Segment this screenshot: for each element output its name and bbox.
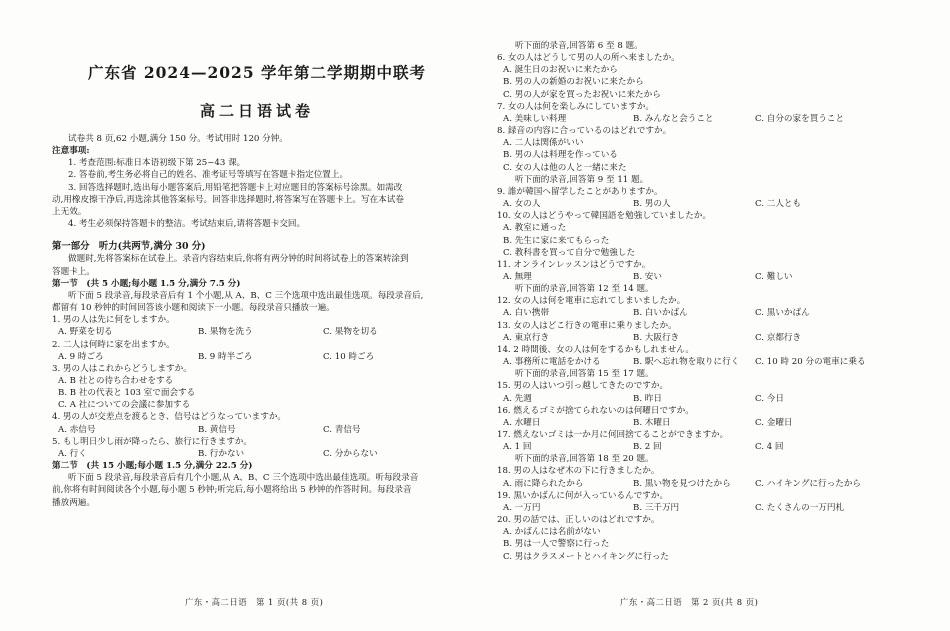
question-16: 16. 燃えるゴミが捨てられないのは何曜日ですか。 — [497, 405, 694, 416]
option-c: C. 果物を切る — [323, 327, 378, 338]
option-b: B. みんなと会うこと — [633, 113, 714, 124]
option-a: A. 野菜を切る — [58, 327, 113, 338]
exam-subtitle: 高二日语试卷 — [199, 102, 314, 120]
note-item: 动,用橡皮擦干净后,再选涂其他答案标号。回答非选择题时,将答案写在答题卡上。写在本试卷 — [52, 194, 404, 205]
option-b: B. 果物を洗う — [198, 327, 253, 338]
option-c: C. 二人とも — [755, 199, 802, 210]
note-item: 上无效。 — [52, 206, 87, 217]
question-4: 4. 男の人が交差点を渡るとき、信号はどうなっていますか。 — [52, 412, 287, 423]
option-c: C. 4 回 — [755, 442, 784, 453]
instruction: 听下面的录音,回答第 12 至 14 题。 — [515, 284, 654, 295]
option-a: A. 無理 — [503, 271, 532, 282]
question-18: 18. 男の人はなぜ木の下に行きましたか。 — [497, 466, 660, 477]
option-b: B. 安い — [633, 271, 662, 282]
question-1-options — [52, 326, 462, 338]
option-c: C. たくさんの一万円札 — [755, 502, 845, 513]
option-a: A. 一万円 — [503, 502, 541, 513]
option-c: C. 10 時 20 分の電車に乗る — [755, 357, 866, 368]
question-12: 12. 女の人は何を電車に忘れてしまいましたか。 — [497, 296, 686, 307]
option-b: B. 駅へ忘れ物を取りに行く — [633, 357, 740, 368]
part1-desc: 答题卡上。 — [52, 266, 95, 277]
option-c: C. 10 時ごろ — [323, 351, 375, 362]
option-c: C. 青信号 — [323, 424, 361, 435]
question-13: 13. 女の人はどこ行きの電車に乗りましたか。 — [497, 320, 677, 331]
option-a: A. 水曜日 — [503, 417, 541, 428]
question-17: 17. 燃えないゴミは一か月に何回捨てることができますか。 — [497, 430, 729, 440]
option-b: B. 昨日 — [633, 393, 662, 404]
option-b: B. 男の人の新婚のお祝いに来たから — [503, 77, 644, 88]
notes-title: 注意事项: — [52, 146, 90, 157]
exam-title: 广东省 2024—2025 学年第二学期期中联考 — [87, 63, 427, 82]
option-c: C. 男はクラスメートとハイキングに行った — [503, 551, 669, 562]
note-item: 2. 答卷前,考生务必将自己的姓名、准考证号等填写在答题卡指定位置上。 — [68, 170, 349, 181]
option-a: A. 9 時ごろ — [58, 351, 104, 362]
question-5: 5. もし明日少し雨が降ったら、旅行に行きますか。 — [52, 436, 252, 447]
question-10: 10. 女の人はどうやって韓国語を勉強していましたか。 — [497, 211, 712, 222]
section2-heading: 第二节 (共 15 小题;每小题 1.5 分,满分 22.5 分) — [52, 461, 253, 472]
section1-desc: 都留有 10 秒钟的时间回答该小题和阅读下一小题。每段录音只播放一遍。 — [52, 303, 335, 314]
option-c: C. 難しい — [755, 271, 793, 282]
option-a: A. 雨に降られたから — [503, 478, 584, 489]
question-9: 9. 誰が韓国へ留学したことがありますか。 — [497, 186, 663, 197]
note-item: 3. 回答选择题时,选出每小题答案后,用铅笔把答题卡上对应题目的答案标号涂黑。如需改 — [68, 182, 403, 193]
question-15-options — [497, 393, 917, 405]
instruction: 听下面的录音,回答第 6 至 8 题。 — [515, 41, 643, 51]
option-c: C. 教科書を買って自分で勉強した — [503, 247, 636, 258]
instruction: 听下面的录音,回答第 15 至 17 题。 — [515, 369, 654, 380]
question-20: 20. 男の話では、正しいのはどれですか。 — [497, 515, 660, 526]
page-footer-right: 广东・高二日语 第 2 页(共 8 页) — [620, 597, 759, 607]
option-c: C. 自分の家を買うこと — [755, 113, 845, 124]
instruction: 听下面的录音,回答第 9 至 11 题。 — [515, 174, 649, 185]
part1-heading: 第一部分 听力(共两节,满分 30 分) — [52, 241, 206, 253]
option-a: A. かばんには名前がない — [503, 527, 601, 538]
question-12-options — [497, 307, 917, 319]
option-b: B. 木曜日 — [633, 417, 671, 428]
option-b: B. 男の人は料理を作っている — [503, 150, 618, 161]
option-a: A. 行く — [58, 448, 87, 459]
question-1: 1. 男の人は先に何をしますか。 — [52, 315, 175, 326]
question-5-options — [52, 448, 462, 460]
option-a: A. 誕生日のお祝いに来たから — [503, 65, 618, 76]
section1-heading: 第一节 (共 5 小题;每小题 1.5 分,满分 7.5 分) — [52, 278, 241, 289]
question-6: 6. 女の人はどうして男の人の所へ来ましたか。 — [497, 53, 680, 64]
question-14-options — [497, 356, 917, 368]
option-b: B. 9 時半ごろ — [198, 351, 253, 362]
question-18-options — [497, 478, 917, 490]
question-13-options — [497, 332, 917, 344]
option-b: B. 行かない — [198, 448, 245, 459]
exam-info: 试卷共 8 页,62 小题,满分 150 分。考试用时 120 分钟。 — [68, 134, 288, 144]
part1-desc: 做题时,先将答案标在试卷上。录音内容结束后,你将有两分钟的时间将试卷上的答案转涂到 — [68, 254, 409, 265]
option-b: B. 白いかばん — [633, 308, 688, 319]
section1-desc: 听下面 5 段录音,每段录音后有 1 个小题,从 A、B、C 三个选项中选出最佳选项。每段录音后, — [68, 290, 424, 301]
option-c: C. 金曜日 — [755, 417, 793, 428]
section2-desc: 听下面 5 段录音,每段录音后有几个小题,从 A、B、C 三个选项中选出最佳选项。听每段录音 — [68, 473, 419, 484]
option-b: B. B 社の代表と 103 室で面会する — [58, 388, 196, 399]
question-7-options — [497, 113, 917, 125]
option-a: A. 女の人 — [503, 199, 541, 210]
question-15: 15. 男の人はいつ引っ越してきたのですか。 — [497, 381, 669, 392]
option-b: B. 黄信号 — [198, 424, 236, 435]
option-a: A. B 社との待ち合わせをする — [58, 375, 174, 386]
option-c: C. 男の人が家を買ったお祝いに来たから — [503, 89, 661, 100]
question-19-options — [497, 502, 917, 514]
note-item: 1. 考查范围:标准日本语初级下第 25~43 课。 — [68, 158, 246, 169]
question-9-options — [497, 198, 917, 210]
option-c: C. 京都行き — [755, 332, 802, 343]
option-a: A. 先週 — [503, 393, 532, 404]
question-4-options — [52, 424, 462, 436]
option-b: B. 男は一人で警察に行った — [503, 539, 610, 550]
option-c: C. 女の人は他の人と一緒に来た — [503, 162, 627, 173]
section2-desc: 前,你将有时间阅读各个小题,每小题 5 秒钟;听完后,每小题将给出 5 秒钟的作答时间。每段录音 — [52, 485, 412, 496]
option-b: B. 黒い物を見つけたから — [633, 478, 731, 489]
option-a: A. 二人は関係がいい — [503, 138, 584, 149]
question-14: 14. 2 時間後、女の人は何をするかもしれません。 — [497, 344, 694, 355]
option-a: A. 美味しい料理 — [503, 113, 567, 124]
question-11: 11. オンラインレッスンはどうですか。 — [497, 259, 651, 270]
question-3: 3. 男の人はこれからどうしますか。 — [52, 363, 192, 374]
question-17-options — [497, 441, 917, 453]
option-c: C. 分からない — [323, 448, 378, 459]
option-c: C. 今日 — [755, 393, 784, 404]
option-a: A. 事務所に電話をかける — [503, 357, 601, 368]
option-c: C. 黒いかばん — [755, 308, 810, 319]
instruction: 听下面的录音,回答第 18 至 20 题。 — [515, 454, 654, 465]
section2-desc: 播放两遍。 — [52, 497, 95, 508]
option-a: A. 教室に通った — [503, 223, 567, 234]
option-a: A. 東京行き — [503, 332, 550, 343]
question-16-options — [497, 417, 917, 429]
option-a: A. 赤信号 — [58, 424, 96, 435]
question-8: 8. 録音の内容に合っているのはどれですか。 — [497, 126, 672, 137]
option-b: B. 大阪行き — [633, 332, 680, 343]
right-column — [497, 40, 917, 563]
question-7: 7. 女の人は何を楽しみにしていますか。 — [497, 101, 655, 112]
option-c: C. ハイキングに行ったから — [755, 478, 862, 489]
option-b: B. 三千万円 — [633, 502, 680, 513]
question-19: 19. 黒いかばんに何が入っているんですか。 — [497, 490, 669, 501]
note-item: 4. 考生必须保持答题卡的整洁。考试结束后,请将答题卡交回。 — [68, 219, 306, 230]
question-2-options — [52, 351, 462, 363]
option-b: B. 先生に家に来てもらった — [503, 235, 610, 246]
left-column — [52, 133, 462, 509]
option-a: A. 白い携帯 — [503, 308, 550, 319]
page-footer-left: 广东・高二日语 第 1 页(共 8 页) — [185, 597, 324, 607]
option-b: B. 男の人 — [633, 199, 671, 210]
question-2: 2. 二人は何時に家を出ますか。 — [52, 339, 175, 350]
question-11-options — [497, 271, 917, 283]
option-c: C. A 社についての会議に参加する — [58, 400, 191, 411]
option-a: A. 1 回 — [503, 442, 532, 453]
option-b: B. 2 回 — [633, 442, 662, 453]
